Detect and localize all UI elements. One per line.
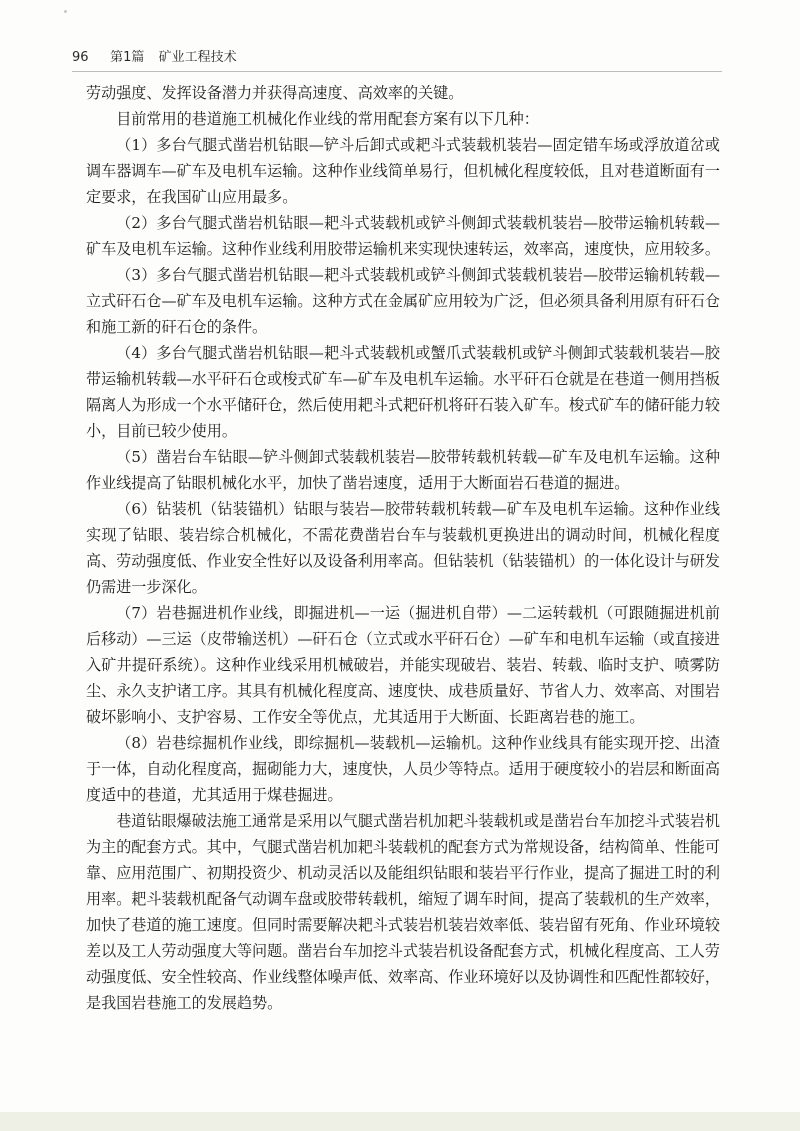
- paragraph-summary: 巷道钻眼爆破法施工通常是采用以气腿式凿岩机加耙斗装载机或是凿岩台车加挖斗式装岩机为主的配套方式。其中，气腿式凿岩机加耙斗装载机的配套方式为常规设备，结构简单、性能可靠、应用范围广、初期投资少、机动灵活以及能组织钻眼和装岩平行作业，提高了掘进工时的利用率。耙斗装载机配备气动调车盘或胶带转载机，缩短了调车时间，提高了装载机的生产效率，加快了巷道的施工速度。但同时需要解决耙斗式装岩机装岩效率低、装岩留有死角、作业环境较差以及工人劳动强度大等问题。凿岩台车加挖斗式装岩机设备配套方式，机械化程度高、工人劳动强度低、安全性较高、作业线整体噪声低、效率高、作业环境好以及协调性和匹配性都较好，是我国岩巷施工的发展趋势。: [86, 812, 720, 1012]
- paragraph-scheme-6: （6）钻装机（钻装锚机）钻眼与装岩—胶带转载机转载—矿车及电机车运输。这种作业线实现了钻眼、装岩综合机械化，不需花费凿岩台车与装载机更换进出的调动时间，机械化程度高、劳动强度低、作业安全性好以及设备利用率高。但钻装机（钻装锚机）的一体化设计与研发仍需进一步深化。: [86, 500, 720, 596]
- page-number: 96: [72, 50, 89, 65]
- paragraph-scheme-8: （8）岩巷综掘机作业线，即综掘机—装载机—运输机。这种作业线具有能实现开挖、出渣于一体，自动化程度高，掘砌能力大，速度快，人员少等特点。适用于硬度较小的岩层和断面高度适中的巷道，尤其适用于煤巷掘进。: [86, 734, 720, 804]
- scan-dot: [64, 10, 67, 13]
- paragraph-scheme-2: （2）多台气腿式凿岩机钻眼—耙斗式装载机或铲斗侧卸式装载机装岩—胶带运输机转载—矿车及电机车运输。这种作业线利用胶带运输机来实现快速转运，效率高，速度快，应用较多。: [86, 214, 720, 258]
- part-label: 第1篇: [110, 50, 145, 65]
- paragraph-scheme-1: （1）多台气腿式凿岩机钻眼—铲斗后卸式或耙斗式装载机装岩—固定错车场或浮放道岔或调车器调车—矿车及电机车运输。这种作业线简单易行，但机械化程度较低，且对巷道断面有一定要求，在我国矿山应用最多。: [86, 136, 720, 206]
- body-text: [86, 80, 720, 1016]
- paragraph-intro: 目前常用的巷道施工机械化作业线的常用配套方案有以下几种：: [116, 110, 539, 128]
- paragraph-scheme-3: （3）多台气腿式凿岩机钻眼—耙斗式装载机或铲斗侧卸式装载机装岩—胶带运输机转载—立式矸石仓—矿车及电机车运输。这种方式在金属矿应用较为广泛，但必须具备利用原有矸石仓和施工新的矸石仓的条件。: [86, 266, 720, 336]
- paragraph-continued: 劳动强度、发挥设备潜力并获得高速度、高效率的关键。: [86, 84, 464, 102]
- paragraph-scheme-5: （5）凿岩台车钻眼—铲斗侧卸式装载机装岩—胶带转载机转载—矿车及电机车运输。这种作业线提高了钻眼机械化水平，加快了凿岩速度，适用于大断面岩石巷道的掘进。: [86, 448, 720, 492]
- header-rule: [72, 71, 722, 72]
- part-title: 矿业工程技术: [158, 50, 237, 65]
- paragraph-scheme-7: （7）岩巷掘进机作业线，即掘进机—一运（掘进机自带）—二运转载机（可跟随掘进机前后移动）—三运（皮带输送机）—矸石仓（立式或水平矸石仓）—矿车和电机车运输（或直接进入矿井提矸系统）。这种作业线采用机械破岩，并能实现破岩、装岩、转载、临时支护、喷雾防尘、永久支护诸工序。其具有机械化程度高、速度快、成巷质量好、节省人力、效率高、对围岩破坏影响小、支护容易、工作安全等优点，尤其适用于大断面、长距离岩巷的施工。: [86, 604, 720, 726]
- paragraph-scheme-4: （4）多台气腿式凿岩机钻眼—耙斗式装载机或蟹爪式装载机或铲斗侧卸式装载机装岩—胶带运输机转载—水平矸石仓或梭式矿车—矿车及电机车运输。水平矸石仓就是在巷道一侧用挡板隔离人为形成一个水平储矸仓，然后使用耙斗式耙矸机将矸石装入矿车。梭式矿车的储矸能力较小，目前已较少使用。: [86, 344, 720, 440]
- running-header: [72, 46, 722, 68]
- page-bottom-edge: [0, 1112, 800, 1131]
